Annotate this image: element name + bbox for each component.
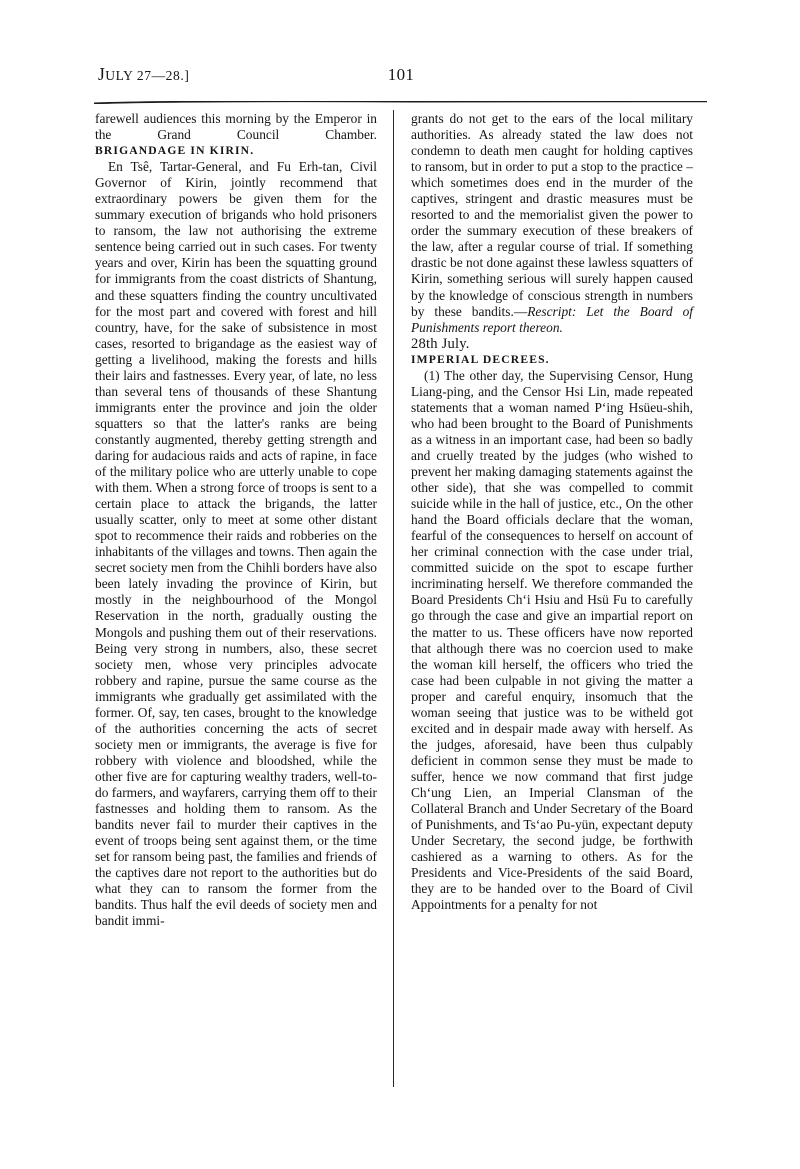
date-heading-28th-july: 28th July. xyxy=(411,335,470,352)
running-head-date-initial: J xyxy=(98,64,106,84)
page-folio-number: 101 xyxy=(387,65,415,84)
decree-one-paragraph: (1) The other day, the Supervising Censor, Hung Liang-ping, and the Censor Hsi Lin, made repeated statements that a woman named P‘ing Hsüeu-shih, who had been brought to the Board of Punishments as a witness in an important case, had been so badly and cruelly treated by the judges (who wished to prevent her making damaging statements against the other side), that she was compelled to commit suicide while in the hall of justice, etc., On the other hand the Board officials declare that the woman, fearful of the consequences to herself on account of her criminal connection with the case under trial, committed suicide on the spot to escape further incriminating herself. We therefore commanded the Board Presidents Ch‘i Hsiu and Hsü Fu to carefully go through the case and give an impartial report on the matter to us. These officers have now reported that although there was no coercion used to make the woman kill herself, the officers who tried the case had been culpable in not giving the matter a proper and careful enquiry, insomuch that the woman seeing that justice was to be witheld got excited and in despair made away with herself. As the judges, aforesaid, have been thus culpably deficient in common sense they must be made to suffer, hence we now command that first judge Ch‘ung Lien, an Imperial Clansman of the Collateral Branch and Under Secretary of the Board of Punishments, and Ts‘ao Pu-yün, expectant deputy Under Secretary, the second judge, be forthwith cashiered as a warning to others. As for the Presidents and Vice-Presidents of the said Board, they are to be handed over to the Board of Civil Appointments for a penalty for not xyxy=(411,367,693,913)
left-continuation-paragraph: farewell audiences this morning by the Emperor in the Grand Council Chamber. xyxy=(95,111,377,143)
left-body-paragraph: En Tsê, Tartar-General, and Fu Erh-tan, Civil Governor of Kirin, jointly recommend that extraordinary powers be given them for the summary execution of brigands who hold prisoners to ransom, the law not authorising the extreme sentence being carried out in such cases. For twenty years and over, Kirin has been the squatting ground for immigrants from the coast districts of Shantung, and these squatters finding the country uncultivated for the most part and covered with forest and hill country, have, for the sake of subsistence in most cases, resorted to brigandage as the easiest way of getting a livelihood, making the forests and hills their lairs and fastnesses. Every year, of late, no less than several tens of thousands of these Shantung immigrants enter the province and join the older squatters so that the latter's ranks are being constantly augmented, thereby getting strength and daring for audacious raids and acts of rapine, in face of the military police who are utterly unable to cope with them. When a strong force of troops is sent to a certain place to attack the brigands, the latter usually scatter, only to meet at some other distant spot to recommence their raids and robberies on the inhabitants of the villages and towns. Then again the secret society men from the Chihli borders have also been lately invading the province of Kirin, but mostly in the neighbourhood of the Mongol Reservation in the north, gradually ousting the Mongols and pushing them out of their reservations. Being very strong in numbers, also, these secret society men, whose very principles advocate robbery and rapine, pursue the same course as the immigrants whe gradually get assimilated with the former. Of, say, ten cases, brought to the knowledge of the authorities concerning the acts of secret society men or immigrants, the average is five for robbery with violence and bloodshed, while the other five are for capturing wealthy traders, well-to-do farmers, and wayfarers, carrying them off to their fastnesses and holding them to ransom. As the bandits never fail to murder their captives in the event of troops being sent against them, or the time set for ransom being past, the families and friends of the captives dare not report to the authorities but do what they can to ransom the former from the bandits. Thus half the evil deeds of society men and bandit immi- xyxy=(95,159,378,929)
left-text-column xyxy=(95,111,377,929)
header-horizontal-rule xyxy=(94,101,707,104)
rescript-text: Rescript: Let the Board of Punishments report thereon. xyxy=(411,303,693,335)
right-continuation-text: grants do not get to the ears of the local military authorities. As already stated the law does not condemn to death men caught for holding captives to ransom, but in order to put a stop to the practice –which sometimes does end in the murder of the captives, stringent and drastic measures must be resorted to and the memorialist given the power to order the summary execution of these breakers of the law, after a regular course of trial. If something drastic be not done against these lawless squatters of Kirin, something serious will surely happen caused by the knowledge of conscious strength in numbers by these bandits.— xyxy=(411,111,693,319)
section-heading-brigandage: BRIGANDAGE IN KIRIN. xyxy=(95,144,255,158)
running-head-date-rest: ULY 27—28.] xyxy=(105,68,190,83)
section-heading-imperial-decrees: IMPERIAL DECREES. xyxy=(411,352,550,366)
right-text-column xyxy=(411,111,693,913)
right-continuation-paragraph xyxy=(411,111,693,336)
two-column-text-body xyxy=(95,111,707,1096)
running-head xyxy=(95,64,707,94)
